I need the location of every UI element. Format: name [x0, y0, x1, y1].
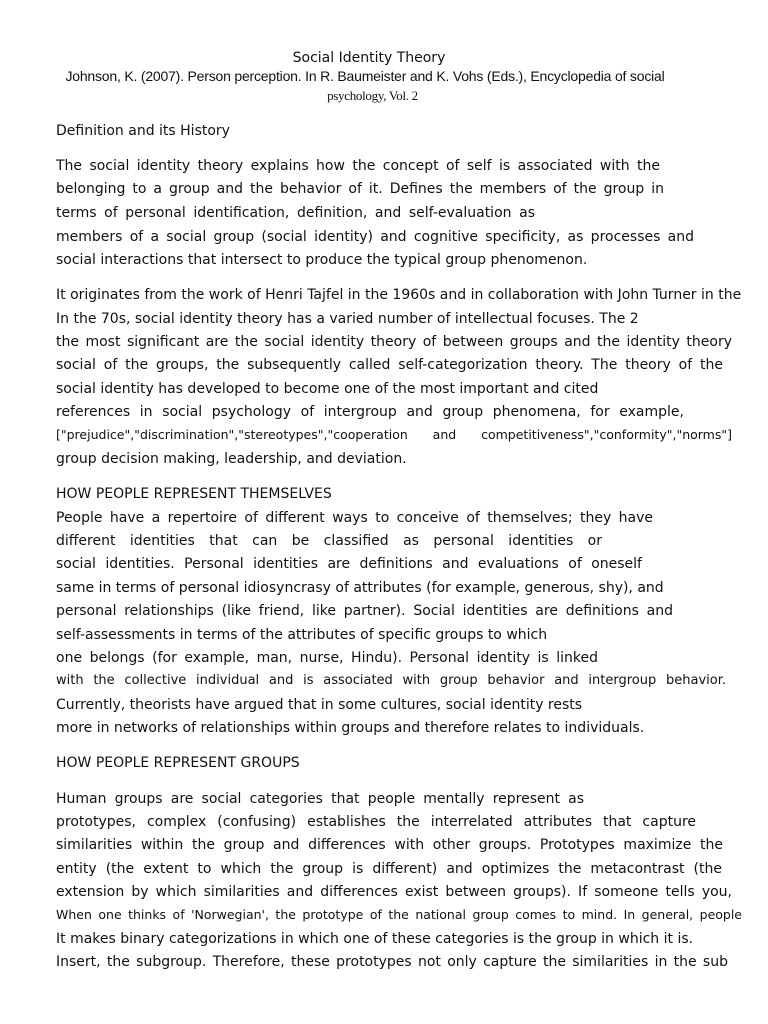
paragraph-line: The social identity theory explains how the concept of self is associated with the: [56, 158, 660, 174]
paragraph-line: People have a repertoire of different ways to conceive of themselves; they have: [56, 510, 653, 526]
document-title: Social Identity Theory: [292, 50, 446, 66]
paragraph-line: self-assessments in terms of the attributes of specific groups to which: [56, 627, 548, 643]
paragraph-line: ["prejudice","discrimination","stereotypes","cooperation and competitiveness","conformity","norms"]: [56, 427, 732, 442]
paragraph-line: different identities that can be classified as personal identities or: [56, 533, 602, 549]
paragraph-line: members of a social group (social identity) and cognitive specificity, as processes and: [56, 229, 694, 245]
paragraph-line: terms of personal identification, definition, and self-evaluation as: [56, 205, 535, 221]
paragraph-line: entity (the extent to which the group is different) and optimizes the metacontrast (the: [56, 861, 722, 877]
paragraph-line: group decision making, leadership, and deviation.: [56, 451, 407, 467]
paragraph-line: prototypes, complex (confusing) establishes the interrelated attributes that capture: [56, 814, 696, 830]
paragraph-line: Currently, theorists have argued that in some cultures, social identity rests: [56, 697, 583, 713]
citation-line-1: Johnson, K. (2007). Person perception. In R. Baumeister and K. Vohs (Eds.), Encyclopedia of social: [65, 68, 665, 84]
paragraph-line: belonging to a group and the behavior of it. Defines the members of the group in: [56, 181, 664, 197]
paragraph-line: personal relationships (like friend, like partner). Social identities are definitions and: [56, 603, 673, 619]
paragraph-line: social interactions that intersect to produce the typical group phenomenon.: [56, 252, 588, 268]
paragraph-line: Insert, the subgroup. Therefore, these prototypes not only capture the similarities in the sub: [56, 954, 728, 970]
paragraph-line: When one thinks of 'Norwegian', the prototype of the national group comes to mind. In general, people: [56, 907, 742, 922]
citation-line-2: psychology, Vol. 2: [327, 88, 418, 103]
section-heading-definition: Definition and its History: [56, 123, 230, 139]
section-heading-represent-groups: HOW PEOPLE REPRESENT GROUPS: [56, 755, 300, 771]
paragraph-line: same in terms of personal idiosyncrasy of attributes (for example, generous, shy), and: [56, 580, 664, 596]
paragraph-line: It originates from the work of Henri Tajfel in the 1960s and in collaboration with John Turner in the: [56, 287, 742, 303]
paragraph-line: references in social psychology of intergroup and group phenomena, for example,: [56, 404, 684, 420]
paragraph-line: extension by which similarities and differences exist between groups). If someone tells you,: [56, 884, 732, 900]
paragraph-line: Human groups are social categories that people mentally represent as: [56, 791, 584, 807]
paragraph-line: social of the groups, the subsequently called self-categorization theory. The theory of the: [56, 357, 723, 373]
section-heading-represent-themselves: HOW PEOPLE REPRESENT THEMSELVES: [56, 486, 332, 502]
paragraph-line: social identities. Personal identities are definitions and evaluations of oneself: [56, 556, 642, 572]
paragraph-line: one belongs (for example, man, nurse, Hindu). Personal identity is linked: [56, 650, 598, 666]
paragraph-line: more in networks of relationships within groups and therefore relates to individuals.: [56, 720, 645, 736]
paragraph-line: the most significant are the social identity theory of between groups and the identity theory: [56, 334, 732, 350]
paragraph-line: similarities within the group and differences with other groups. Prototypes maximize the: [56, 837, 723, 853]
paragraph-line: with the collective individual and is associated with group behavior and intergroup behavior.: [56, 673, 726, 688]
paragraph-line: social identity has developed to become one of the most important and cited: [56, 381, 599, 397]
paragraph-line: In the 70s, social identity theory has a varied number of intellectual focuses. The 2: [56, 311, 639, 327]
paragraph-line: It makes binary categorizations in which one of these categories is the group in which it is.: [56, 931, 694, 947]
